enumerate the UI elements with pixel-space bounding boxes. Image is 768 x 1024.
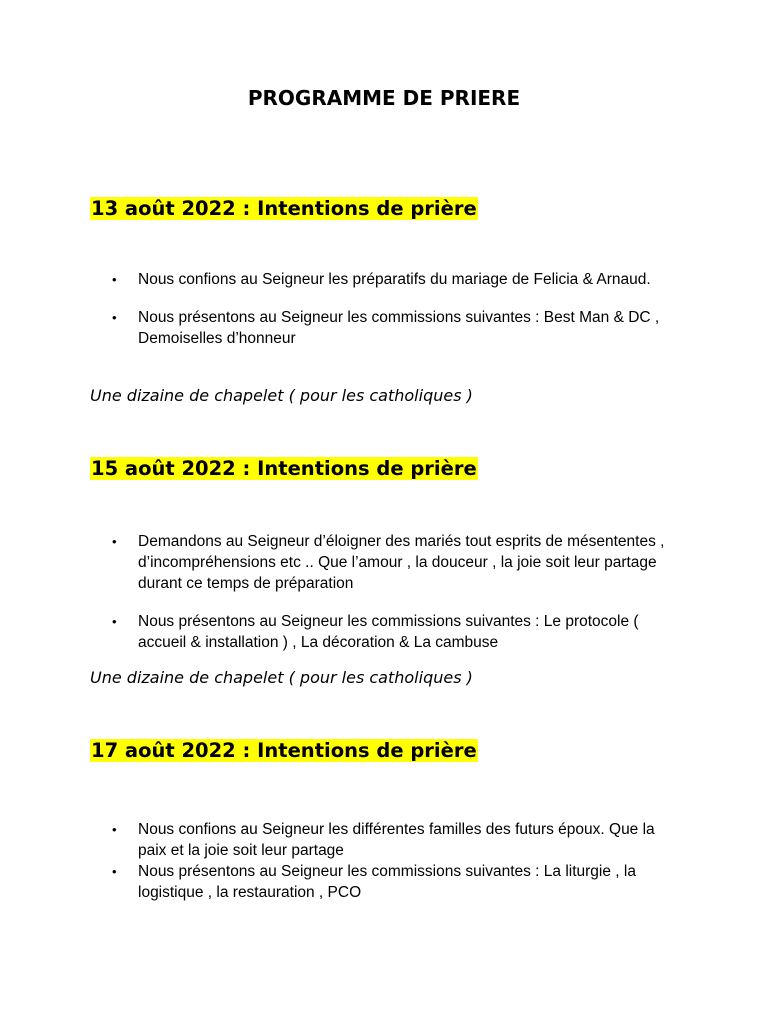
list-item-text: Nous confions au Seigneur les différentes familles des futurs époux. Que la paix et la joie soit leur partage xyxy=(138,821,655,859)
section-heading-highlight: 17 août 2022 : Intentions de prière xyxy=(91,739,477,762)
rosary-note-13-aout: Une dizaine de chapelet ( pour les catholiques ) xyxy=(90,386,473,405)
bullet-icon: • xyxy=(112,822,117,837)
list-item-text: Nous confions au Seigneur les préparatifs du mariage de Felicia & Arnaud. xyxy=(138,271,651,288)
section-heading-13-aout xyxy=(90,196,478,221)
bullet-icon: • xyxy=(112,310,117,325)
section-heading-15-aout xyxy=(90,456,478,481)
list-item-text: Nous présentons au Seigneur les commissions suivantes : Best Man & DC , Demoiselles d’honneur xyxy=(138,309,660,347)
list-item-text: Nous présentons au Seigneur les commissions suivantes : La liturgie , la logistique , la restauration , PCO xyxy=(138,863,636,901)
list-item xyxy=(112,819,672,861)
intentions-list-15-aout xyxy=(112,531,672,653)
bullet-icon: • xyxy=(112,864,117,879)
list-item xyxy=(112,269,672,290)
section-heading-highlight: 13 août 2022 : Intentions de prière xyxy=(91,197,477,220)
bullet-icon: • xyxy=(112,534,117,549)
bullet-icon: • xyxy=(112,614,117,629)
intentions-list-13-aout xyxy=(112,269,672,349)
list-item xyxy=(112,531,672,594)
bullet-icon: • xyxy=(112,272,117,287)
list-item xyxy=(112,611,672,653)
page-title: PROGRAMME DE PRIERE xyxy=(247,86,521,110)
list-item xyxy=(112,307,672,349)
list-item-text: Nous présentons au Seigneur les commissions suivantes : Le protocole ( accueil & installation ) , La décoration & La cambuse xyxy=(138,613,639,651)
rosary-note-15-aout: Une dizaine de chapelet ( pour les catholiques ) xyxy=(90,668,473,687)
list-item xyxy=(112,861,672,903)
list-item-text: Demandons au Seigneur d’éloigner des mariés tout esprits de mésententes , d’incompréhensions etc .. Que l’amour , la douceur , la joie soit leur partage durant ce temps de préparation xyxy=(138,533,665,592)
section-heading-17-aout xyxy=(90,738,478,763)
intentions-list-17-aout xyxy=(112,819,672,903)
section-heading-highlight: 15 août 2022 : Intentions de prière xyxy=(91,457,477,480)
